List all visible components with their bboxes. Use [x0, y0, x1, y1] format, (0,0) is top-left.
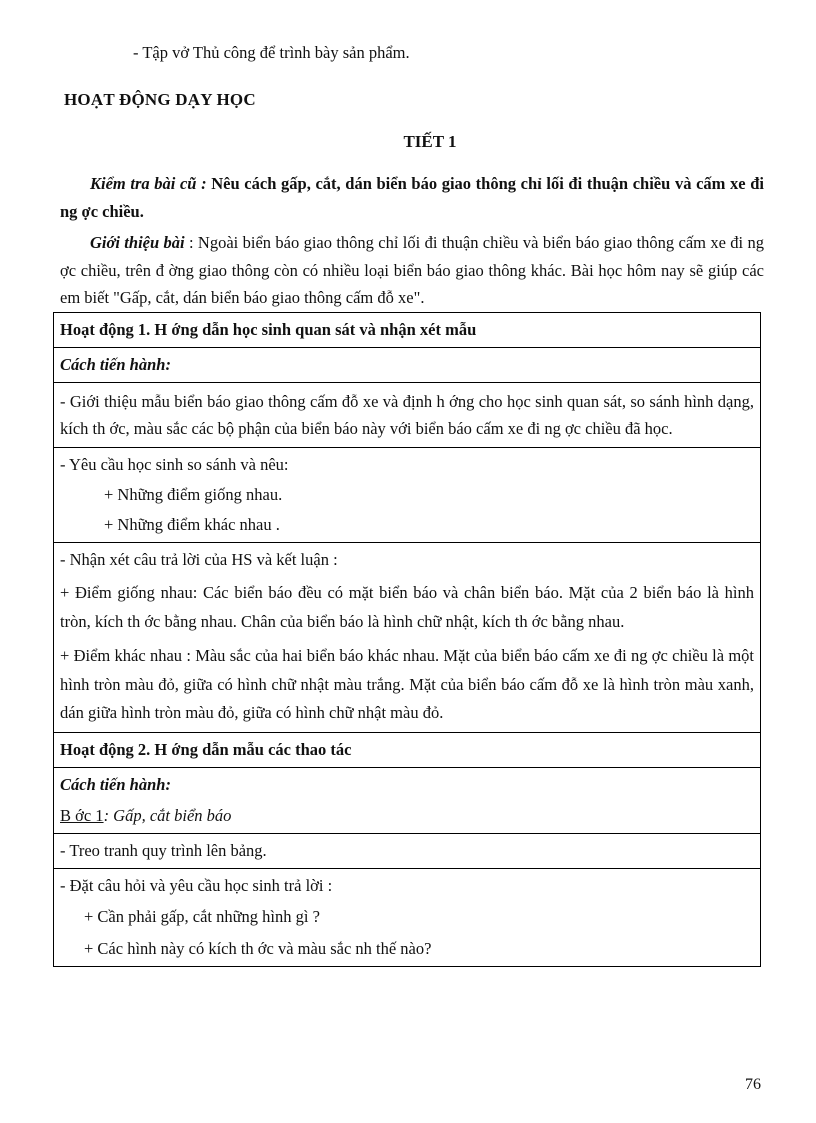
lesson-title: TIẾT 1 [403, 132, 457, 151]
poster-cell: - Treo tranh quy trình lên bảng. [54, 833, 761, 868]
introduction-label: Giới thiệu bài [90, 233, 185, 252]
table-row [54, 767, 761, 833]
introduction-text: : Ngoài biển báo giao thông chỉ lối đi thuận chiều và biển báo giao thông cấm xe đi ng ợc chiều, trên đ ờng giao thông còn có nhiều loại biển báo giao thông khác. Bài học hôm nay sẽ giúp các em biết "Gấp, cắt, dán biển báo giao thông cấm đỗ xe". [60, 233, 764, 307]
compare-similar: + Những điểm giống nhau. [104, 485, 283, 504]
questions-cell [54, 868, 761, 966]
question-2: + Các hình này có kích th ớc và màu sắc nh thế nào? [84, 938, 432, 958]
review-paragraph [60, 170, 764, 225]
section-title: HOẠT ĐỘNG DẠY HỌC [64, 90, 256, 109]
activity1-header: Hoạt động 1. H ớng dẫn học sinh quan sát và nhận xét mẫu [54, 313, 761, 348]
table-row [54, 383, 761, 448]
page-number: 76 [745, 1076, 761, 1093]
activity2-header: Hoạt động 2. H ớng dẫn mẫu các thao tác [54, 732, 761, 767]
method-label: Cách tiến hành: [54, 348, 761, 383]
table-row [54, 732, 761, 767]
step1-label: B ớc 1 [60, 805, 104, 825]
table-row [54, 313, 761, 348]
method-step-cell [54, 767, 761, 833]
compare-different: + Những điểm khác nhau . [104, 515, 280, 534]
table-row [54, 543, 761, 733]
conclusion-different: + Điểm khác nhau : Màu sắc của hai biển báo khác nhau. Mặt của biển báo cấm xe đi ng ợc chiều là một hình tròn màu đỏ, giữa có hình chữ nhật màu trắng. Mặt của biển báo cấm đỗ xe là hình tròn màu xanh, dán giữa hình tròn màu đỏ, giữa có hình chữ nhật màu đỏ. [60, 646, 754, 722]
table-row [54, 833, 761, 868]
introduction-paragraph [60, 229, 764, 312]
conclusion-similar: + Điểm giống nhau: Các biển báo đều có mặt biển báo và chân biển báo. Mặt của 2 biển báo là hình tròn, kích th ớc bằng nhau. Chân của biển báo là hình chữ nhật, kích th ớc bằng nhau. [60, 583, 754, 631]
compare-instruction: - Yêu cầu học sinh so sánh và nêu: [60, 455, 289, 474]
method-label: Cách tiến hành: [60, 774, 171, 794]
question-1: + Cần phải gấp, cắt những hình gì ? [84, 906, 320, 926]
questions-instruction: - Đặt câu hỏi và yêu cầu học sinh trả lời : [60, 875, 333, 895]
intro-sample-cell: - Giới thiệu mẫu biển báo giao thông cấm đỗ xe và định h ớng cho học sinh quan sát, so sánh hình dạng, kích th ớc, màu sắc các bộ phận của biển báo này với biển báo cấm xe đi ng ợc chiều đã học. [54, 383, 761, 448]
materials-item: - Tập vở Thủ công để trình bày sản phẩm. [133, 43, 410, 62]
table-row [54, 868, 761, 966]
conclusion-intro: - Nhận xét câu trả lời của HS và kết luận : [60, 550, 338, 569]
step1-line [60, 802, 754, 829]
review-text: Nêu cách gấp, cắt, dán biển báo giao thông chỉ lối đi thuận chiều và cấm xe đi ng ợc chiều. [60, 174, 764, 221]
conclusion-cell [54, 543, 761, 733]
step1-text: : Gấp, cắt biển báo [103, 805, 232, 825]
review-label: Kiểm tra bài cũ : [90, 174, 207, 193]
compare-cell [54, 448, 761, 543]
lesson-table [53, 312, 761, 967]
table-row [54, 448, 761, 543]
table-row [54, 348, 761, 383]
